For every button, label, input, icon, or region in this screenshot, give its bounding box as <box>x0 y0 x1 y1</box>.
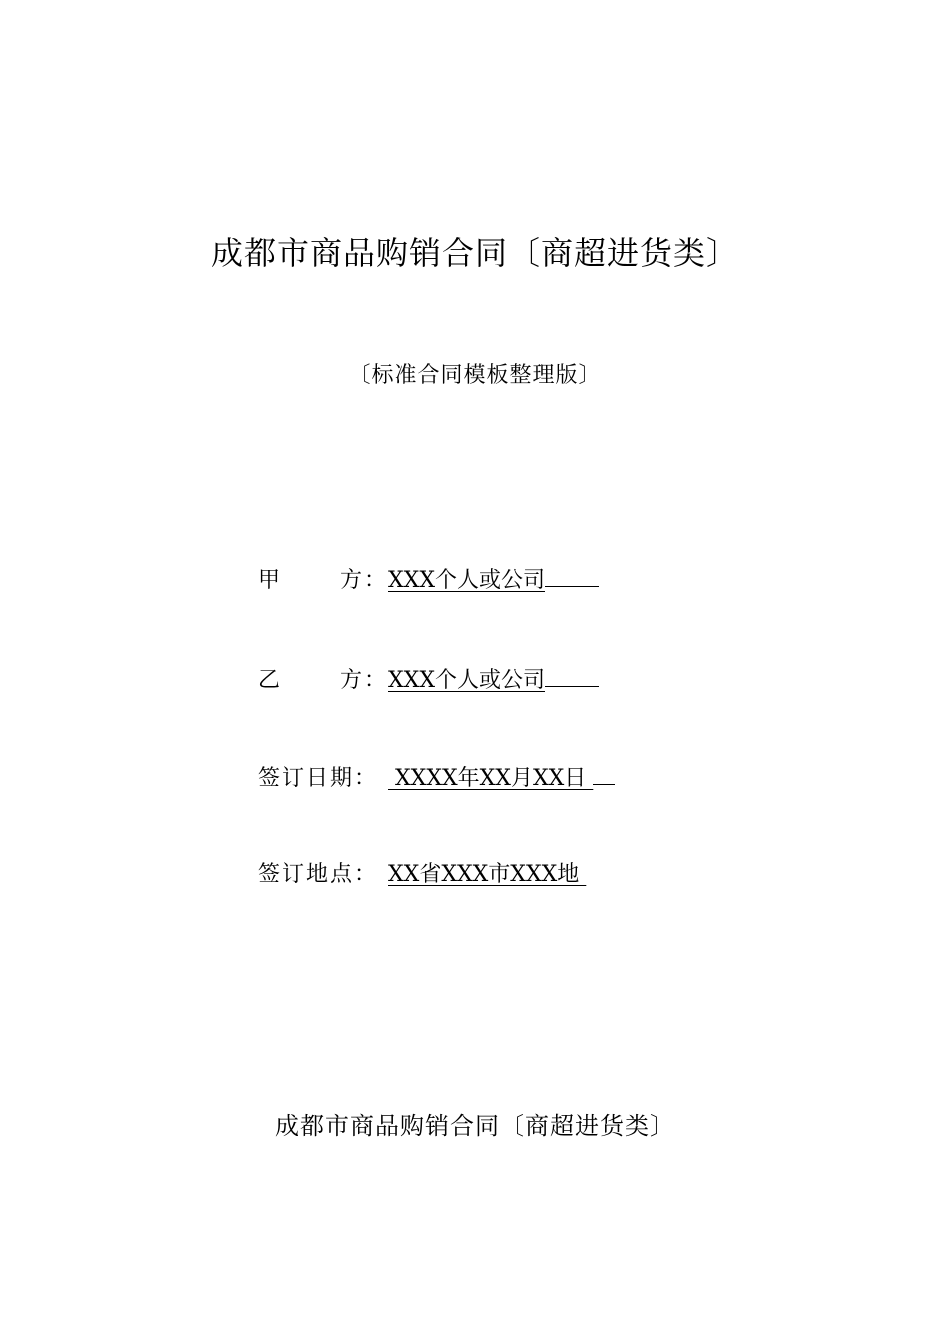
sign-date-value: XXXX年XX月XX日 <box>388 766 594 791</box>
party-a-label-suffix: 方： <box>339 568 388 593</box>
party-b-label-char: 乙 <box>258 668 283 693</box>
party-b-field <box>258 660 599 694</box>
party-a-label <box>258 563 388 594</box>
sign-date-label: 签订日期： <box>258 766 379 791</box>
party-a-label-char: 甲 <box>258 568 283 593</box>
contract-footer-title: 成都市商品购销合同〔商超进货类〕 <box>275 1112 675 1140</box>
party-a-underline <box>545 560 599 587</box>
party-b-value: XXX个人或公司 <box>388 668 545 693</box>
sign-place-label: 签订地点： <box>258 862 379 887</box>
party-a-field <box>258 560 599 594</box>
contract-title: 成都市商品购销合同〔商超进货类〕 <box>210 234 739 272</box>
sign-place-field <box>258 857 586 891</box>
sign-place-value: XX省XXX市XXX地 <box>388 862 587 887</box>
sign-date-underline <box>593 758 615 785</box>
contract-subtitle: 〔标准合同模板整理版〕 <box>348 363 602 388</box>
party-b-underline <box>545 660 599 687</box>
party-a-value: XXX个人或公司 <box>388 568 545 593</box>
party-b-label <box>258 663 388 694</box>
sign-date-field <box>258 758 615 792</box>
party-b-label-suffix: 方： <box>339 668 388 693</box>
